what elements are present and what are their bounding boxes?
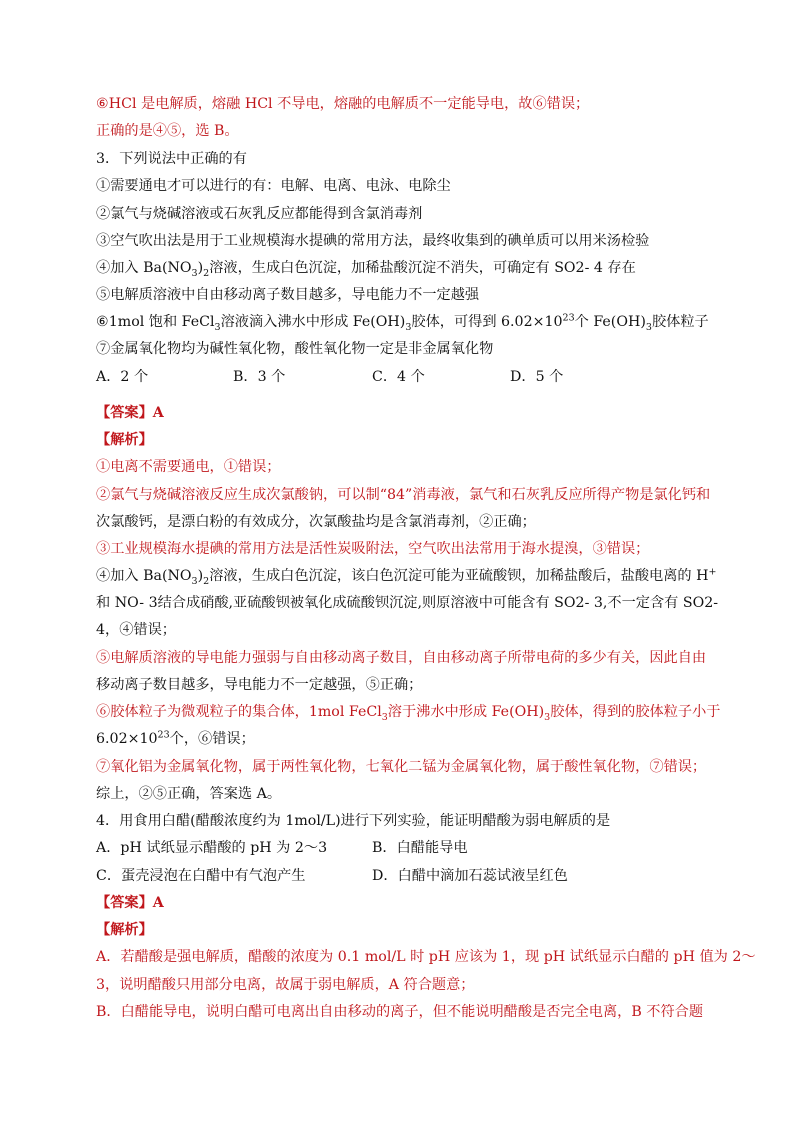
q3-analysis-5-line-1: ⑤电解质溶液的导电能力强弱与自由移动离子数目，自由移动离子所带电荷的多少有关，因此自由 bbox=[96, 650, 707, 666]
q3-analysis-2-line-1: ②氯气与烧碱溶液反应生成次氯酸钠，可以制“84”消毒液，氯气和石灰乳反应所得产物是氯化钙和 bbox=[96, 487, 711, 503]
q4-analysis-a-line-1: A．若醋酸是强电解质，醋酸的浓度为 0.1 mol/L 时 pH 应该为 1，现 pH 试纸显示白醋的 pH 值为 2～ bbox=[96, 949, 756, 965]
q4-answer: 【答案】A bbox=[96, 895, 164, 911]
q3-analysis-4-line-1: ④加入 $Ba(NO_3)_2$溶液，生成白色沉淀，该白色沉淀可能为亚硫酸钡，加稀盐酸后，盐酸电离的 H+ bbox=[96, 566, 717, 587]
q4-option-d: D．白醋中滴加石蕊试液呈红色 bbox=[372, 868, 568, 884]
q3-option-a: A．2 个 bbox=[96, 369, 149, 385]
q3-statement-4: ④加入 $Ba(NO_3)_2$溶液，生成白色沉淀，加稀盐酸沉淀不消失，可确定有 SO2- 4 存在 bbox=[96, 260, 636, 279]
q3-answer: 【答案】A bbox=[96, 405, 164, 421]
q3-analysis-6-line-1: ⑥胶体粒子为微观粒子的集合体，1mol FeCl$_3$溶于沸水中形成 $Fe(OH)_3$胶体，得到的胶体粒子小于 bbox=[96, 704, 721, 723]
q3-option-b: B．3 个 bbox=[233, 369, 286, 385]
q3-statement-6: ⑥1mol 饱和 FeCl$_3$溶液滴入沸水中形成 $Fe(OH)_3$胶体，可得到 $6.02\times 10^{23}$个 $Fe(OH)_3$胶体粒子 bbox=[96, 312, 709, 333]
q3-analysis-2-line-2: 次氯酸钙，是漂白粉的有效成分，次氯酸盐均是含氯消毒剂，②正确； bbox=[96, 514, 536, 530]
q4-option-b: B．白醋能导电 bbox=[372, 840, 468, 856]
q2-analysis-conclusion: 正确的是④⑤，选 B。 bbox=[96, 123, 239, 139]
q4-analysis-label: 【解析】 bbox=[96, 922, 153, 938]
q4-option-c: C．蛋壳浸泡在白醋中有气泡产生 bbox=[96, 868, 306, 884]
q3-option-c: C．4 个 bbox=[372, 369, 425, 385]
q3-statement-3: ③空气吹出法是用于工业规模海水提碘的常用方法，最终收集到的碘单质可以用米汤检验 bbox=[96, 233, 650, 249]
q3-stem: 3．下列说法中正确的有 bbox=[96, 151, 247, 167]
q3-analysis-6-line-2: $6.02\times 10^{23}$个，⑥错误； bbox=[96, 729, 255, 747]
q3-analysis-label: 【解析】 bbox=[96, 432, 153, 448]
q4-analysis-a-line-2: 3，说明醋酸只用部分电离，故属于弱电解质，A 符合题意； bbox=[96, 977, 475, 993]
q3-analysis-5-line-2: 移动离子数目越多，导电能力不一定越强，⑤正确； bbox=[96, 677, 423, 693]
q4-analysis-b-line-1: B．白醋能导电，说明白醋可电离出自由移动的离子，但不能说明醋酸是否完全电离，B 不符合题 bbox=[96, 1004, 704, 1020]
q4-stem: 4．用食用白醋(醋酸浓度约为 1mol/L)进行下列实验，能证明醋酸为弱电解质的是 bbox=[96, 813, 611, 829]
q3-option-d: D．5 个 bbox=[510, 369, 564, 385]
q3-analysis-3: ③工业规模海水提碘的常用方法是活性炭吸附法，空气吹出法常用于海水提溴，③错误； bbox=[96, 541, 650, 557]
q3-analysis-7: ⑦氧化铝为金属氧化物，属于两性氧化物，七氧化二锰为金属氧化物，属于酸性氧化物，⑦错误； bbox=[96, 759, 707, 775]
q3-statement-2: ②氯气与烧碱溶液或石灰乳反应都能得到含氯消毒剂 bbox=[96, 206, 423, 222]
q3-statement-1: ①需要通电才可以进行的有：电解、电离、电泳、电除尘 bbox=[96, 178, 451, 194]
q3-summary: 综上，②⑤正确，答案选 A。 bbox=[96, 786, 282, 802]
q3-analysis-1: ①电离不需要通电，①错误； bbox=[96, 459, 281, 475]
q3-statement-5: ⑤电解质溶液中自由移动离子数目越多，导电能力不一定越强 bbox=[96, 287, 480, 303]
q4-option-a: A．pH 试纸显示醋酸的 pH 为 2～3 bbox=[96, 840, 328, 856]
q3-analysis-4-line-2: 和 NO- 3结合成硝酸,亚硫酸钡被氧化成硫酸钡沉淀,则原溶液中可能含有 SO2- 3,不一定含有 SO2- bbox=[96, 595, 719, 611]
q3-analysis-4-line-3: 4，④错误； bbox=[96, 622, 176, 638]
q2-analysis-line-6: ⑥HCl 是电解质，熔融 HCl 不导电，熔融的电解质不一定能导电，故⑥错误； bbox=[96, 96, 590, 112]
q3-statement-7: ⑦金属氧化物均为碱性氧化物，酸性氧化物一定是非金属氧化物 bbox=[96, 341, 494, 357]
